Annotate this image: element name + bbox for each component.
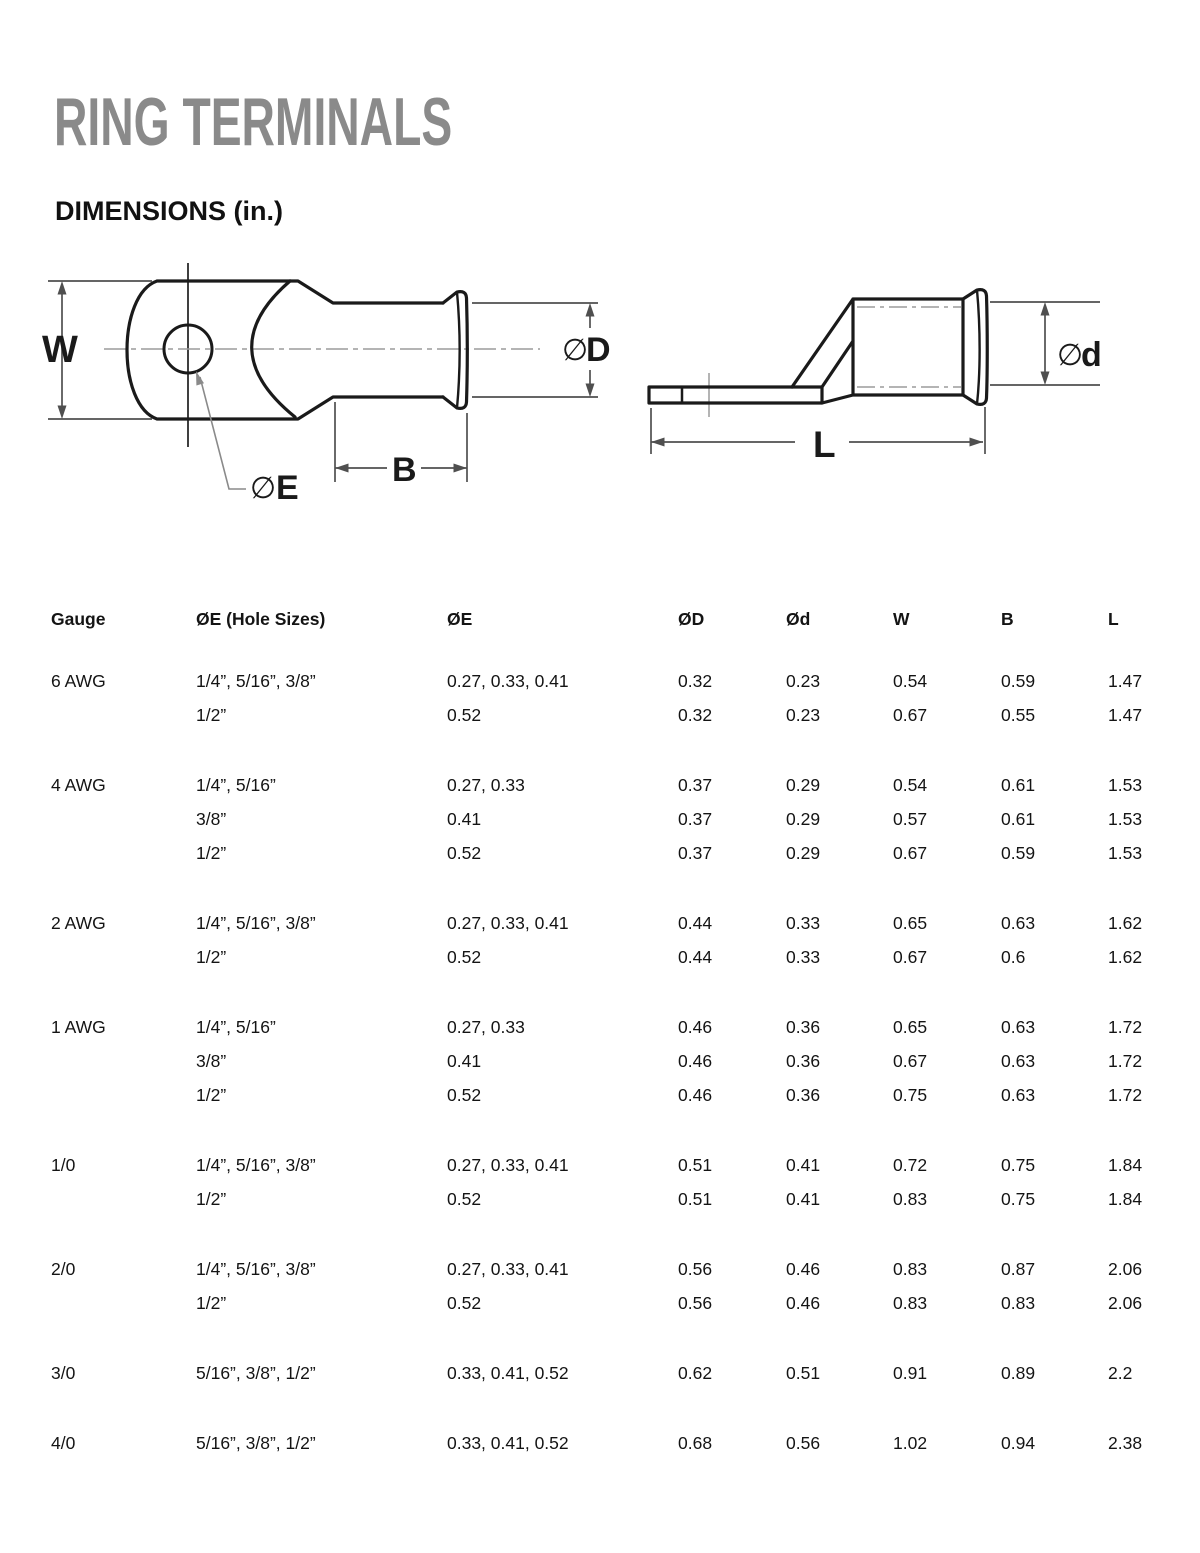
d-label-letter: D — [586, 331, 611, 369]
cell-od-small: 0.29 — [786, 809, 821, 829]
table-body — [51, 664, 1200, 1460]
cell-w: 0.65 — [893, 913, 928, 933]
cell-w: 0.72 — [893, 1155, 928, 1175]
e-leader-line — [200, 377, 246, 489]
cell-od-small: 0.29 — [786, 843, 821, 863]
cell-od-small: 0.56 — [786, 1433, 821, 1453]
cell-oe: 0.52 — [447, 947, 482, 967]
gauge-group — [51, 664, 1200, 732]
e-label-diameter-symbol: ∅ — [250, 472, 277, 505]
cell-gauge: 6 AWG — [51, 671, 106, 691]
cell-hole-sizes: 3/8” — [196, 809, 227, 829]
table-row — [51, 1148, 1200, 1182]
cell-l: 1.53 — [1108, 809, 1143, 829]
cell-oe: 0.27, 0.33, 0.41 — [447, 671, 569, 691]
cell-od-small: 0.23 — [786, 705, 821, 725]
cell-hole-sizes: 1/2” — [196, 1293, 227, 1313]
cell-od-small: 0.29 — [786, 775, 821, 795]
table-row — [51, 906, 1200, 940]
table-row — [51, 1078, 1200, 1112]
cell-oe: 0.52 — [447, 1189, 482, 1209]
cell-gauge: 2 AWG — [51, 913, 106, 933]
barrel-flare — [443, 292, 467, 409]
column-header: ØE (Hole Sizes) — [196, 609, 326, 629]
cell-gauge — [51, 1182, 196, 1216]
cell-w: 0.54 — [893, 671, 928, 691]
barrel-flare-inner-edge — [457, 292, 460, 408]
w-label: W — [42, 329, 78, 371]
cell-od-small: 0.41 — [786, 1155, 821, 1175]
cell-hole-sizes: 1/4”, 5/16” — [196, 775, 276, 795]
e-leader — [196, 371, 246, 489]
cell-gauge: 1/0 — [51, 1155, 76, 1175]
cell-od-small: 0.41 — [786, 1189, 821, 1209]
small-d-label-letter: d — [1081, 336, 1102, 374]
table-row — [51, 940, 1200, 974]
cell-od: 0.37 — [678, 843, 713, 863]
cell-b: 0.63 — [1001, 913, 1036, 933]
cell-oe: 0.27, 0.33 — [447, 1017, 525, 1037]
ring-terminal-outline — [127, 281, 467, 419]
cell-gauge — [51, 940, 196, 974]
table-row — [51, 664, 1200, 698]
cell-gauge — [51, 1044, 196, 1078]
cell-l: 1.72 — [1108, 1017, 1143, 1037]
cell-gauge — [51, 1286, 196, 1320]
page-title: RING TERMINALS — [54, 84, 453, 160]
cell-oe: 0.27, 0.33, 0.41 — [447, 1259, 569, 1279]
cell-l: 1.47 — [1108, 705, 1143, 725]
table-row — [51, 802, 1200, 836]
cell-w: 0.67 — [893, 1051, 928, 1071]
cell-od: 0.32 — [678, 671, 713, 691]
cell-l: 1.84 — [1108, 1189, 1143, 1209]
e-leader-arrow — [196, 371, 204, 386]
w-arrow-up — [58, 281, 67, 295]
cell-od-small: 0.23 — [786, 671, 821, 691]
cell-od-small: 0.51 — [786, 1363, 821, 1383]
cell-b: 0.83 — [1001, 1293, 1036, 1313]
cell-l: 1.84 — [1108, 1155, 1143, 1175]
l-arrow-left — [651, 438, 665, 447]
cell-b: 0.63 — [1001, 1051, 1036, 1071]
cell-od: 0.37 — [678, 775, 713, 795]
tongue — [649, 387, 822, 403]
d-arrow-up — [586, 303, 595, 317]
front-view-drawing — [42, 263, 616, 507]
cell-od-small: 0.36 — [786, 1085, 821, 1105]
cell-od: 0.51 — [678, 1189, 713, 1209]
cell-gauge: 1 AWG — [51, 1017, 106, 1037]
cell-w: 0.83 — [893, 1259, 928, 1279]
b-label: B — [392, 451, 417, 489]
cell-gauge — [51, 698, 196, 732]
column-header: L — [1108, 609, 1119, 629]
cell-w: 0.54 — [893, 775, 928, 795]
cell-od-small: 0.46 — [786, 1259, 821, 1279]
technical-drawing — [0, 250, 1200, 520]
side-flare-inner-edge — [977, 290, 980, 404]
cell-od-small: 0.33 — [786, 913, 821, 933]
d-arrow-down — [586, 384, 595, 398]
gauge-group — [51, 1426, 1200, 1460]
cell-oe: 0.41 — [447, 1051, 482, 1071]
cell-gauge — [51, 836, 196, 870]
cell-b: 0.59 — [1001, 671, 1036, 691]
small-d-arrow-up — [1041, 302, 1050, 316]
table-row — [51, 1252, 1200, 1286]
gauge-group — [51, 1148, 1200, 1216]
cell-hole-sizes: 1/4”, 5/16”, 3/8” — [196, 1155, 316, 1175]
cell-od: 0.62 — [678, 1363, 713, 1383]
cell-b: 0.55 — [1001, 705, 1036, 725]
cell-od-small: 0.36 — [786, 1017, 821, 1037]
b-arrow-right — [454, 464, 468, 473]
gauge-group — [51, 1356, 1200, 1390]
cell-gauge: 2/0 — [51, 1259, 76, 1279]
cell-gauge — [51, 1078, 196, 1112]
table-row — [51, 1286, 1200, 1320]
cell-gauge: 3/0 — [51, 1363, 76, 1383]
gauge-group — [51, 1252, 1200, 1320]
cell-hole-sizes: 1/4”, 5/16”, 3/8” — [196, 671, 316, 691]
column-header: ØE — [447, 609, 473, 629]
cell-hole-sizes: 1/2” — [196, 1085, 227, 1105]
small-d-arrow-down — [1041, 372, 1050, 386]
cell-od: 0.56 — [678, 1293, 713, 1313]
cell-l: 2.38 — [1108, 1433, 1143, 1453]
column-header: W — [893, 609, 910, 629]
cell-w: 0.65 — [893, 1017, 928, 1037]
column-header: ØD — [678, 609, 705, 629]
cell-b: 0.61 — [1001, 809, 1036, 829]
cell-hole-sizes: 1/4”, 5/16”, 3/8” — [196, 913, 316, 933]
cell-od: 0.44 — [678, 913, 713, 933]
cell-w: 0.67 — [893, 947, 928, 967]
cell-l: 2.06 — [1108, 1293, 1143, 1313]
table-row — [51, 1044, 1200, 1078]
cell-oe: 0.52 — [447, 843, 482, 863]
cell-l: 2.06 — [1108, 1259, 1143, 1279]
gauge-group — [51, 1010, 1200, 1112]
table-row — [51, 1182, 1200, 1216]
cell-l: 1.53 — [1108, 843, 1143, 863]
cell-w: 1.02 — [893, 1433, 928, 1453]
ring-body — [127, 281, 443, 419]
cell-hole-sizes: 3/8” — [196, 1051, 227, 1071]
table-row — [51, 698, 1200, 732]
cell-b: 0.6 — [1001, 947, 1026, 967]
cell-hole-sizes: 1/2” — [196, 705, 227, 725]
column-header: B — [1001, 609, 1014, 629]
cell-b: 0.59 — [1001, 843, 1036, 863]
cell-od-small: 0.46 — [786, 1293, 821, 1313]
gauge-group — [51, 906, 1200, 974]
cell-b: 0.87 — [1001, 1259, 1036, 1279]
cell-oe: 0.52 — [447, 1085, 482, 1105]
side-view-drawing — [649, 290, 1102, 465]
cell-w: 0.91 — [893, 1363, 928, 1383]
table-row — [51, 1356, 1200, 1390]
cell-l: 2.2 — [1108, 1363, 1133, 1383]
cell-b: 0.89 — [1001, 1363, 1036, 1383]
cell-oe: 0.27, 0.33, 0.41 — [447, 1155, 569, 1175]
cell-od: 0.68 — [678, 1433, 713, 1453]
cell-od: 0.37 — [678, 809, 713, 829]
column-header: Ød — [786, 609, 811, 629]
l-arrow-right — [970, 438, 984, 447]
cell-od: 0.56 — [678, 1259, 713, 1279]
cell-od: 0.46 — [678, 1051, 713, 1071]
cell-hole-sizes: 1/4”, 5/16” — [196, 1017, 276, 1037]
cell-oe: 0.52 — [447, 1293, 482, 1313]
cell-od-small: 0.36 — [786, 1051, 821, 1071]
e-label-letter: E — [276, 469, 299, 507]
cell-hole-sizes: 1/2” — [196, 1189, 227, 1209]
cell-hole-sizes: 1/2” — [196, 947, 227, 967]
cell-b: 0.61 — [1001, 775, 1036, 795]
small-d-label-diameter-symbol: ∅ — [1057, 339, 1084, 372]
table-row — [51, 1010, 1200, 1044]
cell-l: 1.53 — [1108, 775, 1143, 795]
cell-oe: 0.33, 0.41, 0.52 — [447, 1363, 569, 1383]
dimensions-table — [51, 602, 1200, 1496]
cell-hole-sizes: 5/16”, 3/8”, 1/2” — [196, 1433, 316, 1453]
cell-l: 1.62 — [1108, 913, 1143, 933]
cell-oe: 0.52 — [447, 705, 482, 725]
b-arrow-left — [335, 464, 349, 473]
gauge-group — [51, 768, 1200, 870]
cell-oe: 0.27, 0.33 — [447, 775, 525, 795]
cell-od: 0.44 — [678, 947, 713, 967]
cell-b: 0.75 — [1001, 1189, 1036, 1209]
cell-gauge: 4 AWG — [51, 775, 106, 795]
side-flare — [963, 290, 987, 405]
table-row — [51, 836, 1200, 870]
cell-oe: 0.33, 0.41, 0.52 — [447, 1433, 569, 1453]
cell-gauge — [51, 802, 196, 836]
cell-hole-sizes: 5/16”, 3/8”, 1/2” — [196, 1363, 316, 1383]
cell-od: 0.46 — [678, 1017, 713, 1037]
table-row — [51, 1426, 1200, 1460]
cell-w: 0.83 — [893, 1293, 928, 1313]
cell-hole-sizes: 1/2” — [196, 843, 227, 863]
cell-hole-sizes: 1/4”, 5/16”, 3/8” — [196, 1259, 316, 1279]
cell-od: 0.51 — [678, 1155, 713, 1175]
w-arrow-down — [58, 406, 67, 420]
cell-w: 0.67 — [893, 705, 928, 725]
dimensions-heading: DIMENSIONS (in.) — [55, 196, 283, 226]
cell-w: 0.67 — [893, 843, 928, 863]
cell-b: 0.63 — [1001, 1085, 1036, 1105]
cell-oe: 0.27, 0.33, 0.41 — [447, 913, 569, 933]
cell-w: 0.75 — [893, 1085, 928, 1105]
cell-l: 1.47 — [1108, 671, 1143, 691]
cell-l: 1.72 — [1108, 1051, 1143, 1071]
cell-l: 1.72 — [1108, 1085, 1143, 1105]
cell-od: 0.46 — [678, 1085, 713, 1105]
d-label-diameter-symbol: ∅ — [562, 334, 589, 367]
cell-od-small: 0.33 — [786, 947, 821, 967]
cell-b: 0.75 — [1001, 1155, 1036, 1175]
cell-w: 0.83 — [893, 1189, 928, 1209]
cell-w: 0.57 — [893, 809, 928, 829]
column-header: Gauge — [51, 609, 106, 629]
cell-gauge: 4/0 — [51, 1433, 76, 1453]
cell-od: 0.32 — [678, 705, 713, 725]
table-row — [51, 768, 1200, 802]
table-header-row — [51, 602, 1200, 636]
l-label: L — [813, 424, 836, 465]
cell-b: 0.94 — [1001, 1433, 1036, 1453]
cell-oe: 0.41 — [447, 809, 482, 829]
cell-l: 1.62 — [1108, 947, 1143, 967]
cell-b: 0.63 — [1001, 1017, 1036, 1037]
